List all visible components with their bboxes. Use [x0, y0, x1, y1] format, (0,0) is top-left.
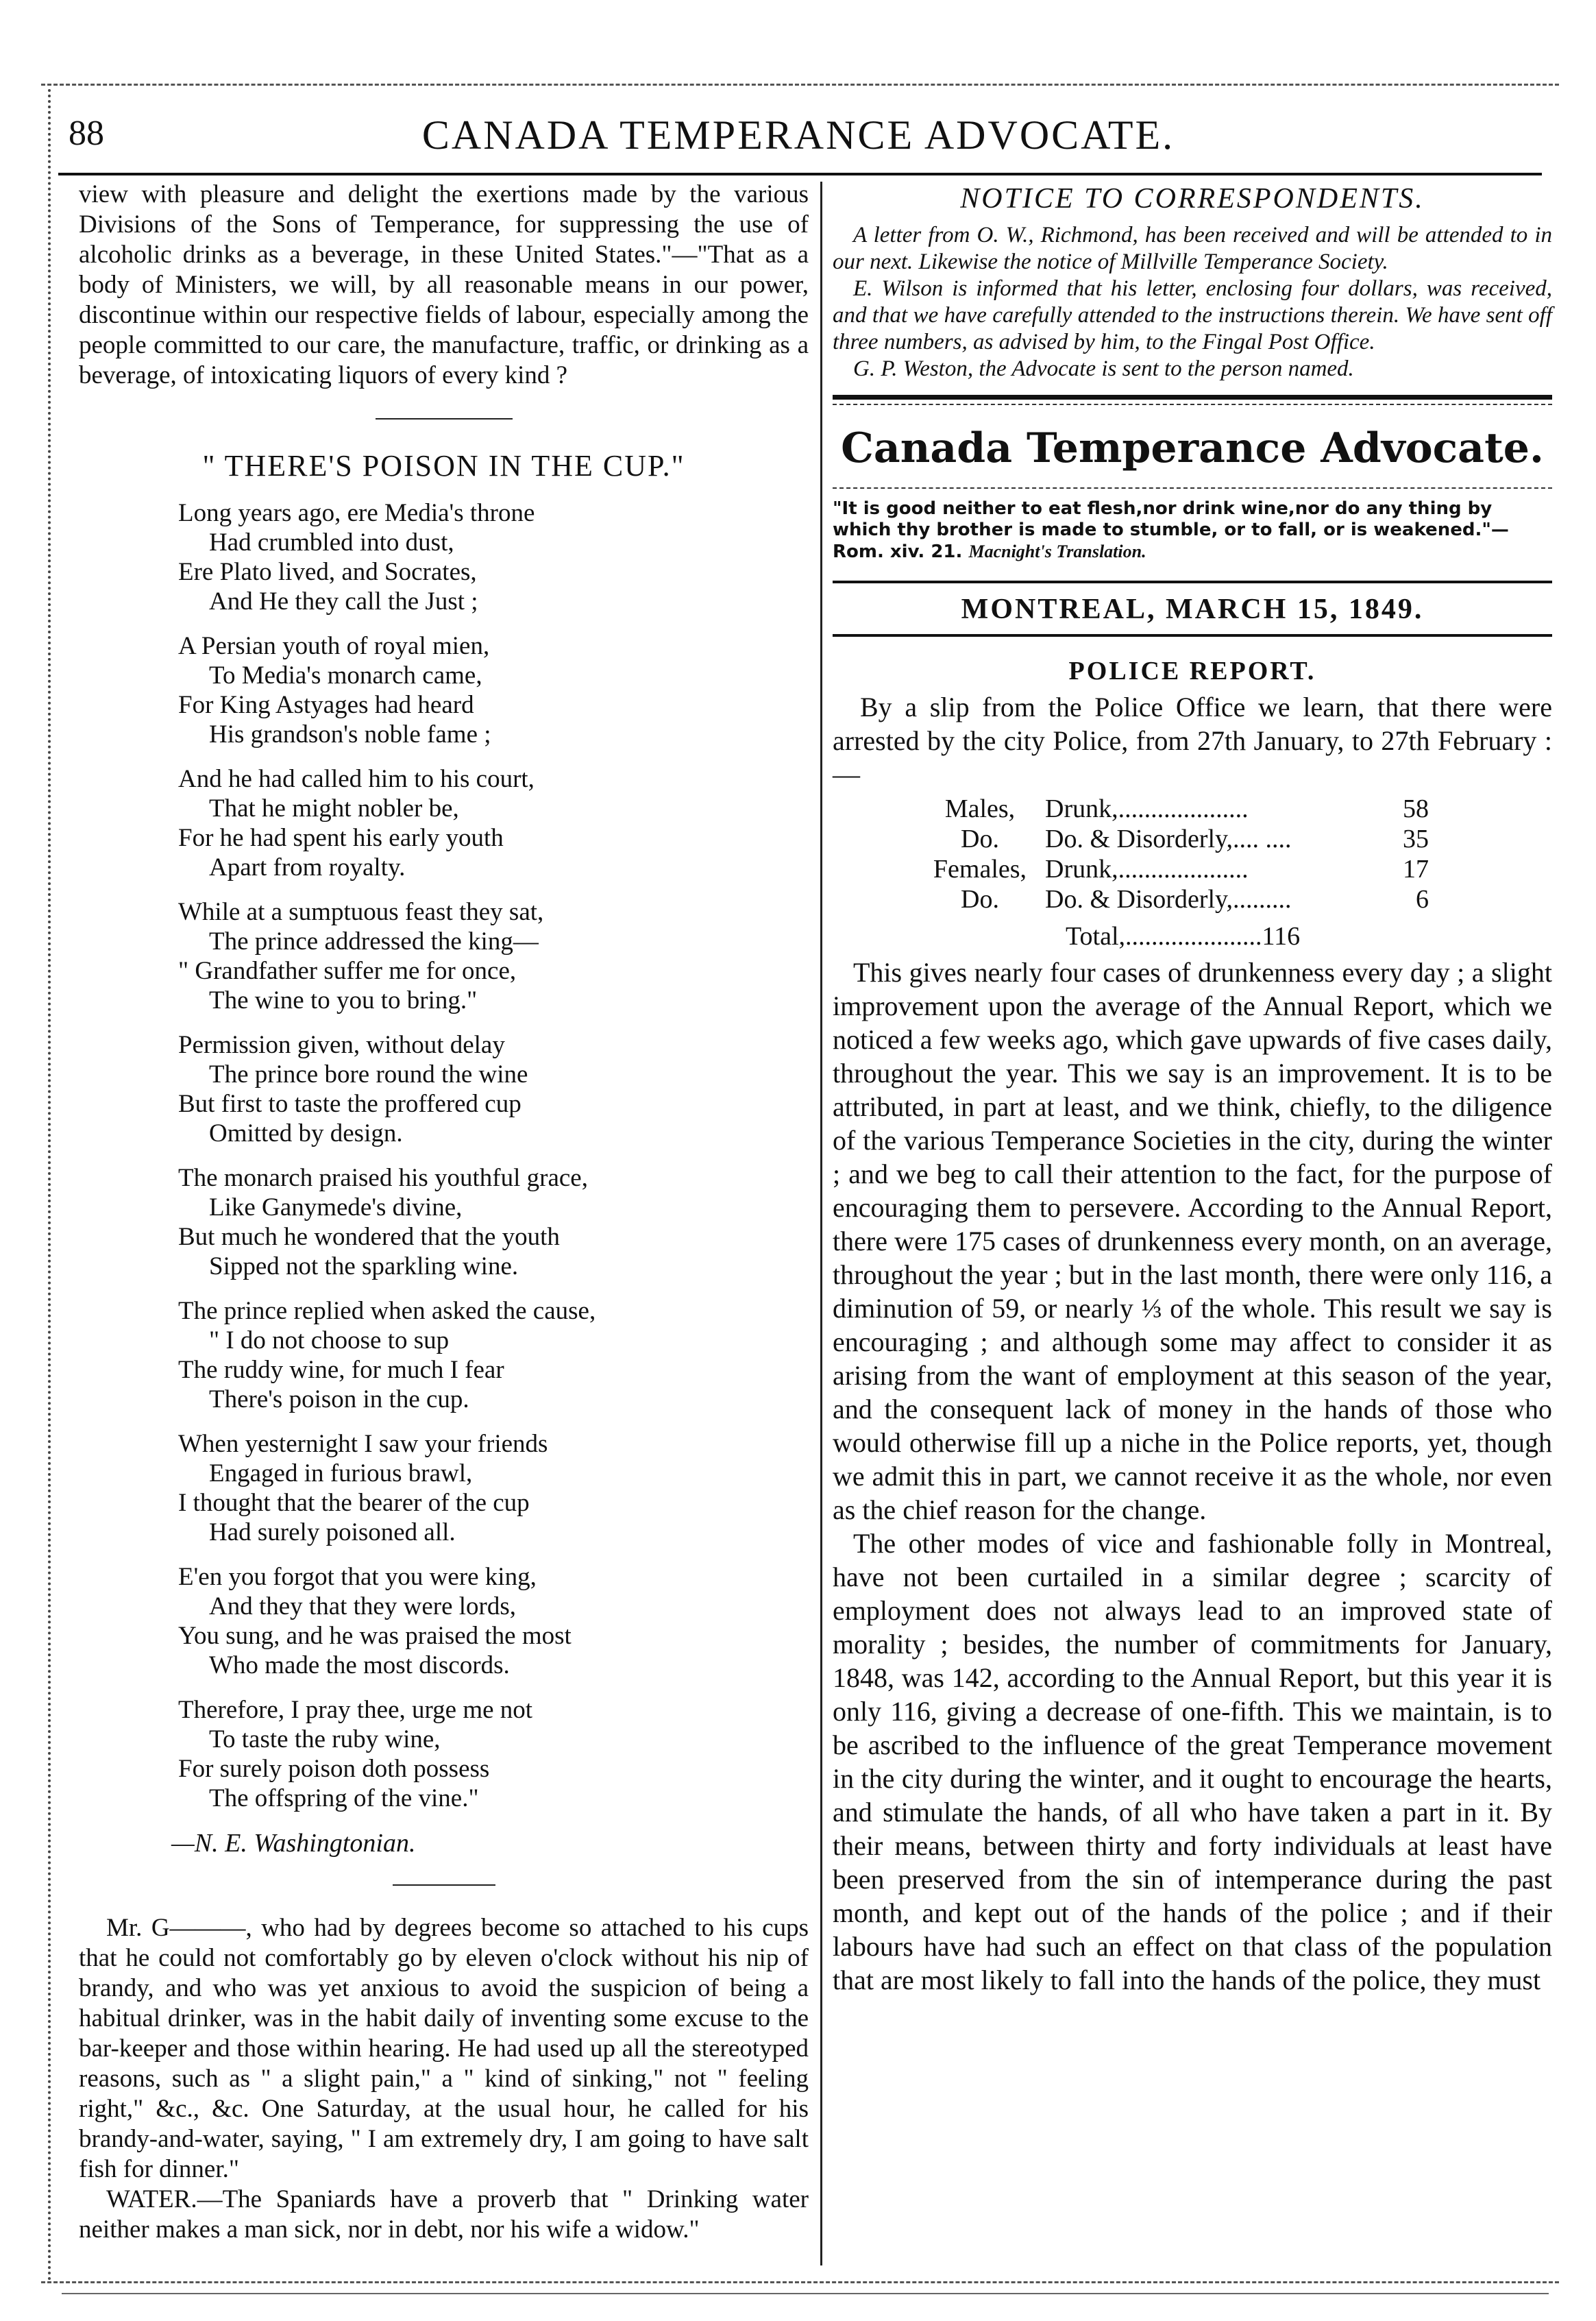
poem-stanza: [178, 764, 809, 882]
page-header: [55, 106, 1542, 168]
poem-stanza: [178, 1296, 809, 1414]
poem-line: When yesternight I saw your friends: [178, 1430, 548, 1458]
poem-line: For surely poison doth possess: [178, 1755, 490, 1783]
header-rule: [58, 173, 1542, 175]
arrest-count: 6: [1416, 885, 1429, 914]
poem-stanza: [178, 1163, 809, 1281]
dateline: MONTREAL, MARCH 15, 1849.: [833, 581, 1552, 637]
motto-source: Macnight's Translation.: [968, 542, 1146, 561]
poem-line: For King Astyages had heard: [178, 691, 474, 719]
poem-line: But much he wondered that the youth: [178, 1223, 560, 1251]
poem-line: His grandson's noble fame ;: [209, 720, 491, 749]
arrests-table: [915, 794, 1552, 914]
poem: [79, 498, 809, 1813]
journal-title: CANADA TEMPERANCE ADVOCATE.: [421, 112, 1175, 158]
notice-item: G. P. Weston, the Advocate is sent to the person named.: [853, 356, 1354, 381]
poem-line: Omitted by design.: [209, 1119, 403, 1147]
page-number: 88: [69, 114, 104, 153]
masthead: Canada Temperance Advocate.: [841, 424, 1544, 472]
arrest-group: Females,: [933, 855, 1027, 884]
intro-paragraph: view with pleasure and delight the exertions made by the various Divisions of the Sons of Temperance, for suppressing the use of alcoholic drinks as a beverage, in these United States."—"That as a body of Ministers, we will, by all reasonable means in our power, discontinue within our respective fields of labour, especially among the people committed to our care, the manufacture, traffic, or drinking as a beverage, of intoxicating liquors of every kind ?: [79, 180, 809, 389]
masthead-rule: [833, 395, 1552, 400]
poem-line: That he might nobler be,: [209, 794, 459, 823]
motto-text: "It is good neither to eat flesh,nor drink wine,nor do any thing by which thy brother is made to stumble, or to fall, or is weakened."—Rom. xiv. 21.: [833, 498, 1509, 562]
arrests-row: [915, 884, 1552, 914]
water-lead: WATER.: [106, 2185, 197, 2213]
section-rule: [393, 1884, 495, 1886]
arrest-group: Males,: [944, 794, 1016, 823]
arrest-count: 17: [1403, 855, 1429, 884]
water-text: —The Spaniards have a proverb that " Drinking water neither makes a man sick, nor in debt, nor his wife a widow.": [79, 2185, 809, 2244]
poem-line: The prince replied when asked the cause,: [178, 1297, 596, 1325]
poem-line: " I do not choose to sup: [209, 1326, 450, 1354]
arrest-group: Do.: [961, 825, 999, 853]
poem-line: Who made the most discords.: [209, 1651, 510, 1679]
poem-line: The monarch praised his youthful grace,: [178, 1164, 588, 1192]
poem-line: Permission given, without delay: [178, 1031, 505, 1059]
arrests-row: [915, 794, 1552, 824]
right-column: [833, 180, 1552, 1997]
arrest-offense: Drunk,....................: [1045, 855, 1249, 884]
poem-line: And He they call the Just ;: [209, 587, 478, 616]
report-paragraph-1: This gives nearly four cases of drunkenness every day ; a slight improvement upon the average of the Annual Report, which we noticed a few weeks ago, which gave upwards of five cases daily, throughout the year. This we say is an improvement. It is to be attributed, in part at least, and we think, chiefly, to the diligence of the various Temperance Societies in the city, during the winter ; and we beg to call their attention to the fact, for the purpose of encouraging them to persevere. According to the Annual Report, there were 175 cases of drunkenness every month, on an average, throughout the year ; but in the last month, there were only 116, a diminution of 59, or nearly ⅓ of the whole. This result we say is encouraging ; and although some may affect to consider it as arising from the want of employment at this season of the year, and the consequent lack of money in the hands of those who would otherwise fill up a niche in the Police reports, yet, though we admit this in part, we cannot receive it as the whole, nor even as the chief reason for the change.: [833, 957, 1552, 1525]
poem-line: Like Ganymede's divine,: [209, 1193, 463, 1222]
notices: [833, 222, 1552, 382]
arrest-count: 58: [1403, 794, 1429, 823]
poem-line: The prince bore round the wine: [209, 1060, 528, 1089]
anecdote-paragraph: Mr. G———, who had by degrees become so attached to his cups that he could not comfortably go by eleven o'clock without his nip of brandy, and who was yet anxious to avoid the suspicion of being a habitual drinker, was in the habit daily of inventing some excuse to the bar-keeper and those within hearing. He had used up all the stereotyped reasons, such as " a slight pain," a " kind of sinking," not " feeling right," &c., &c. One Saturday, at the usual hour, he called for his brandy-and-water, saying, " I am extremely dry, I am going to have salt fish for dinner.": [79, 1914, 809, 2183]
poem-line: The ruddy wine, for much I fear: [178, 1356, 504, 1384]
poem-stanza: [178, 1562, 809, 1680]
poem-line: Ere Plato lived, and Socrates,: [178, 558, 477, 586]
column-divider: [820, 182, 822, 2265]
poem-line: I thought that the bearer of the cup: [178, 1489, 530, 1517]
motto-rule: [833, 487, 1552, 489]
water-paragraph: [79, 2185, 809, 2245]
poem-stanza: [178, 1695, 809, 1813]
poem-line: To Media's monarch came,: [209, 661, 482, 690]
poem-line: The prince addressed the king—: [209, 927, 539, 956]
poem-line: There's poison in the cup.: [209, 1385, 469, 1413]
arrest-count: 35: [1403, 825, 1429, 853]
left-border: [48, 89, 51, 2283]
poem-line: For he had spent his early youth: [178, 824, 504, 852]
poem-line: Apart from royalty.: [209, 853, 406, 882]
poem-title: " THERE'S POISON IN THE CUP.": [202, 449, 685, 483]
poem-line: The offspring of the vine.": [209, 1784, 479, 1812]
masthead-rule-thin: [833, 404, 1552, 405]
poem-line: And they that they were lords,: [209, 1592, 516, 1620]
arrests-total: Total,.....................116: [1066, 922, 1301, 951]
poem-line: Had crumbled into dust,: [209, 528, 454, 557]
poem-line: Engaged in furious brawl,: [209, 1459, 473, 1487]
arrest-offense: Drunk,....................: [1045, 794, 1249, 823]
poem-line: " Grandfather suffer me for once,: [178, 957, 517, 985]
poem-line: Long years ago, ere Media's throne: [178, 499, 535, 527]
notice-title: NOTICE TO CORRESPONDENTS.: [960, 183, 1425, 215]
top-border: [41, 84, 1559, 86]
arrests-row: [915, 854, 1552, 884]
report-intro: By a slip from the Police Office we learn, that there were arrested by the city Police, from 27th January, to 27th February :—: [833, 692, 1552, 790]
poem-stanza: [178, 1030, 809, 1148]
arrests-row: [915, 824, 1552, 854]
poem-line: Had surely poisoned all.: [209, 1518, 456, 1546]
arrest-offense: Do. & Disorderly,.... ....: [1045, 825, 1292, 853]
bottom-rule: [62, 2293, 1549, 2294]
poem-stanza: [178, 498, 809, 616]
poem-stanza: [178, 1429, 809, 1547]
arrest-group: Do.: [961, 885, 999, 914]
motto: [833, 498, 1552, 563]
poem-stanza: [178, 631, 809, 749]
poem-line: Sipped not the sparkling wine.: [209, 1252, 519, 1280]
report-title: POLICE REPORT.: [1068, 657, 1316, 685]
poem-stanza: [178, 897, 809, 1015]
bottom-border: [41, 2281, 1559, 2283]
poem-line: Therefore, I pray thee, urge me not: [178, 1696, 533, 1724]
poem-line: The wine to you to bring.": [209, 986, 478, 1014]
poem-line: But first to taste the proffered cup: [178, 1090, 521, 1118]
report-paragraph-2: The other modes of vice and fashionable folly in Montreal, have not been curtailed in a similar degree ; scarcity of employment does not always lead to an improved state of morality ; besides, the number of commitments for January, 1848, was 142, according to the Annual Report, but this year it is only 116, giving a decrease of one-fifth. This we maintain, is to be ascribed to the influence of the great Temperance movement in the city during the winter, and it ought to encourage the hearts, and stimulate the hands, of all who have taken a part in it. By their means, between thirty and forty individuals at least have been preserved from the sin of intemperance during the past month, and kept out of the hands of the police ; and if their labours have had such an effect on that class of the population that are most likely to fall into the hands of the police, they must: [833, 1528, 1552, 1995]
poem-line: You sung, and he was praised the most: [178, 1622, 572, 1650]
poem-line: A Persian youth of royal mien,: [178, 632, 490, 660]
notice-item: E. Wilson is informed that his letter, enclosing four dollars, was received, and that we have carefully attended to the instructions therein. We have sent off three numbers, as advised by him, to the Fingal Post Office.: [833, 276, 1552, 354]
poem-line: And he had called him to his court,: [178, 765, 535, 793]
poem-line: To taste the ruby wine,: [209, 1725, 441, 1753]
poem-line: While at a sumptuous feast they sat,: [178, 898, 544, 926]
poem-line: E'en you forgot that you were king,: [178, 1563, 537, 1591]
notice-item: A letter from O. W., Richmond, has been received and will be attended to in our next. Likewise the notice of Millville Temperance Society.: [833, 223, 1552, 274]
left-column: [79, 180, 809, 2245]
arrest-offense: Do. & Disorderly,.........: [1045, 885, 1292, 914]
section-rule: [376, 418, 513, 420]
poem-attribution: —N. E. Washingtonian.: [171, 1829, 416, 1858]
